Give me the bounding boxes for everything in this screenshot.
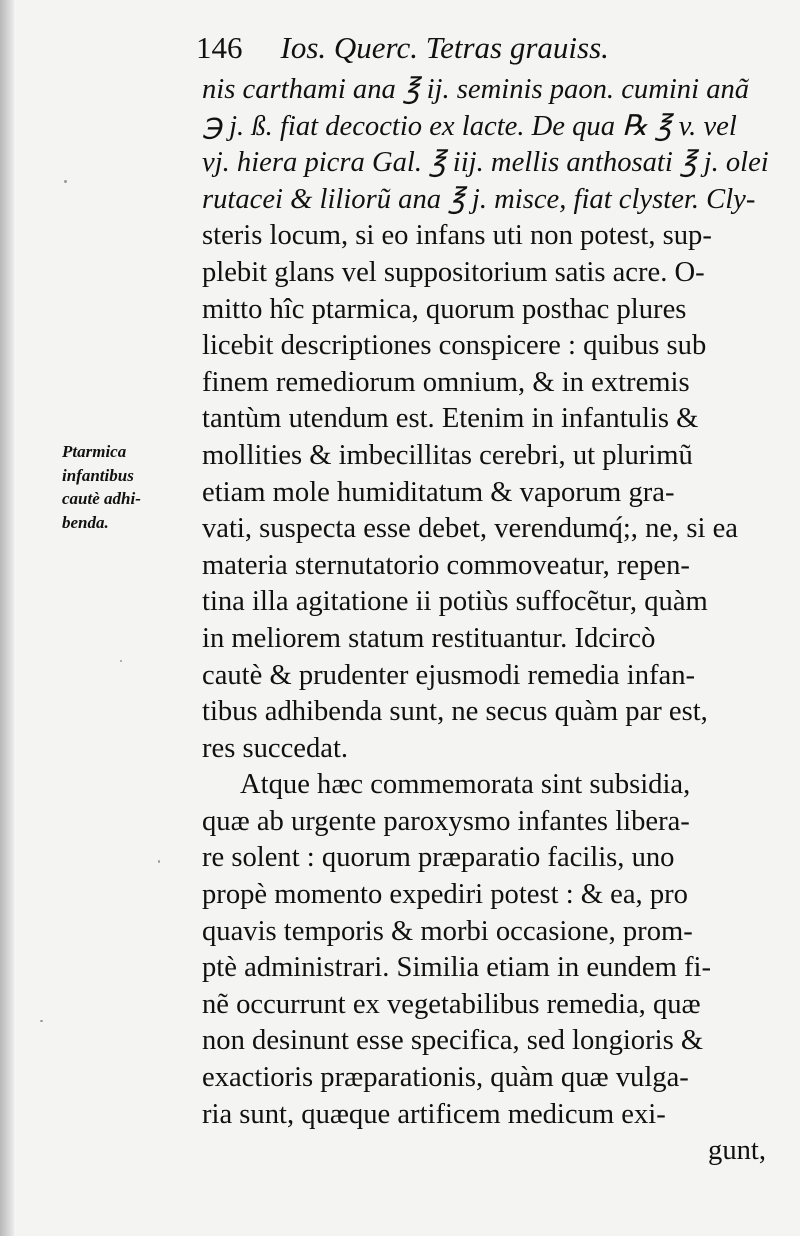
paper-speck — [40, 1020, 43, 1022]
text-line: ptè administrari. Similia etiam in eundem fi- — [202, 952, 712, 984]
running-header — [196, 30, 609, 66]
text-line: licebit descriptiones conspicere : quibus sub — [202, 330, 707, 362]
text-line: re solent : quorum præparatio facilis, uno — [202, 842, 675, 874]
text-line: tibus adhibenda sunt, ne secus quàm par est, — [202, 696, 708, 728]
text-line: tina illa agitatione ii potiùs suffocẽtur, quàm — [202, 586, 708, 618]
text-line: mitto hîc ptarmica, quorum posthac plures — [202, 293, 687, 325]
text-line: materia sternutatorio commoveatur, repen- — [202, 549, 690, 581]
margin-note — [62, 440, 192, 534]
text-line: quæ ab urgente paroxysmo infantes libera- — [202, 805, 690, 837]
text-line: non desinunt esse specifica, sed longioris & — [202, 1025, 704, 1057]
paper-speck — [64, 180, 67, 183]
text-line: nis carthami ana ℥ ij. seminis paon. cumini anã — [202, 74, 750, 105]
text-line: rutacei & liliorũ ana ℥ j. misce, fiat clyster. Cly- — [202, 183, 756, 215]
catchword: gunt, — [708, 1135, 766, 1167]
text-line: mollities & imbecillitas cerebri, ut plurimũ — [202, 439, 693, 471]
text-line: cautè & prudenter ejusmodi remedia infan- — [202, 659, 696, 691]
text-line: propè momento expediri potest : & ea, pro — [202, 879, 688, 911]
paper-speck — [120, 660, 122, 662]
text-line: Atque hæc commemorata sint subsidia, — [240, 769, 691, 801]
text-line: plebit glans vel suppositorium satis acre. O- — [202, 256, 705, 288]
text-line: steris locum, si eo infans uti non potest, sup- — [202, 220, 712, 252]
paper-speck — [158, 860, 160, 863]
page-gutter-shadow — [0, 0, 14, 1236]
text-line: exactioris præparationis, quàm quæ vulga- — [202, 1062, 689, 1094]
text-line: nẽ occurrunt ex vegetabilibus remedia, quæ — [202, 988, 701, 1020]
body-text — [202, 72, 772, 1170]
running-title: Ios. Querc. Tetras grauiss. — [280, 30, 609, 65]
margin-note-line: cautè adhi- — [62, 489, 141, 508]
text-line: ℈ j. ß. fiat decoctio ex lacte. De qua ℞ ℥ v. vel — [202, 110, 737, 142]
page-number: 146 — [196, 30, 243, 65]
margin-note-line: benda. — [62, 512, 109, 532]
margin-note-line: Ptarmica — [62, 442, 127, 461]
text-line: finem remediorum omnium, & in extremis — [202, 366, 690, 398]
text-line: ria sunt, quæque artificem medicum exi- — [202, 1098, 666, 1130]
text-line: quavis temporis & morbi occasione, prom- — [202, 915, 693, 947]
text-line: vati, suspecta esse debet, verendumq́;, ne, si ea — [202, 513, 738, 545]
text-line: etiam mole humiditatum & vaporum gra- — [202, 476, 675, 508]
text-line: res succedat. — [202, 732, 349, 764]
text-line: tantùm utendum est. Etenim in infantulis & — [202, 403, 699, 435]
text-line: in meliorem statum restituantur. Idcircò — [202, 622, 656, 654]
text-line: vj. hiera picra Gal. ℥ iij. mellis anthosati ℥ j. olei — [202, 147, 769, 179]
margin-note-line: infantibus — [62, 465, 134, 485]
